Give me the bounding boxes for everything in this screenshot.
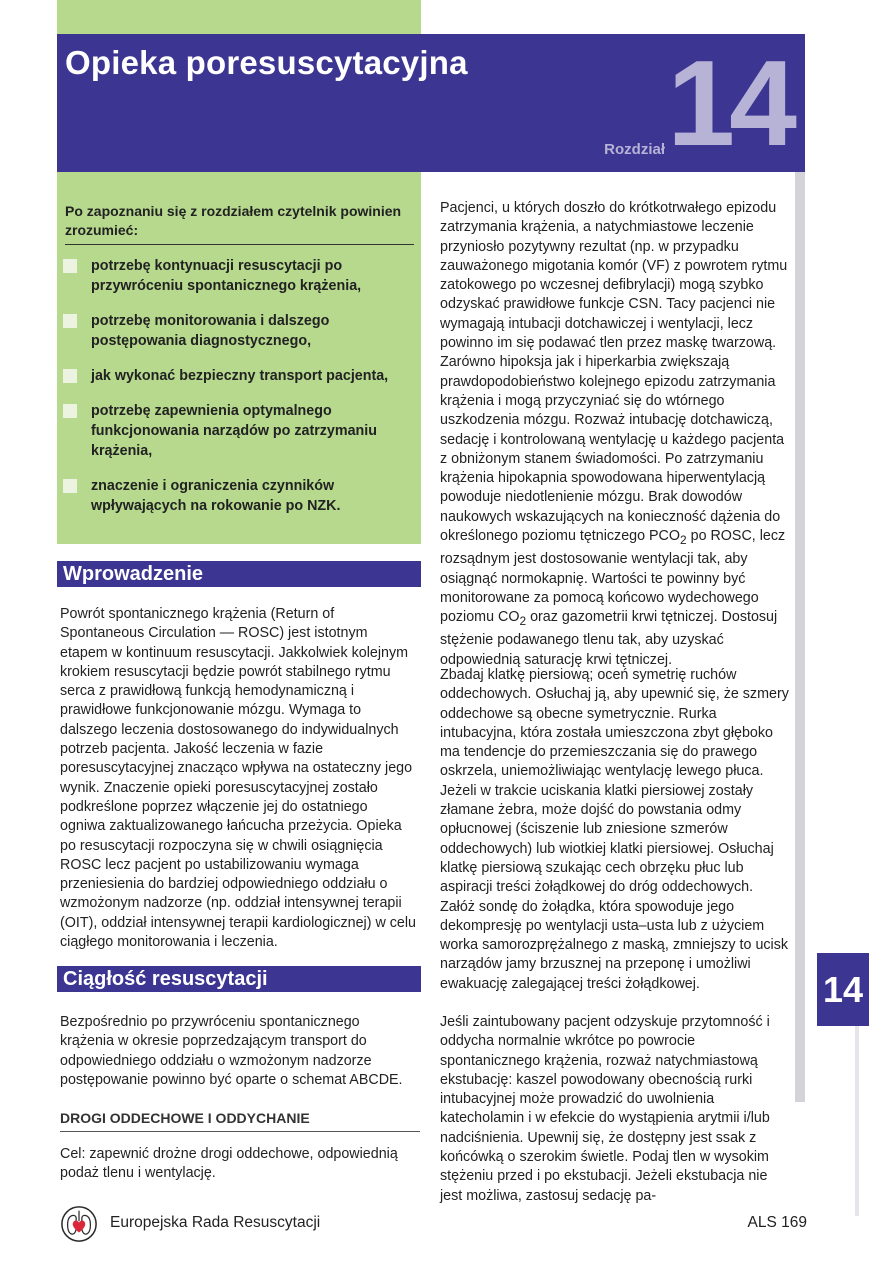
footer-page-number: ALS 169 xyxy=(747,1214,807,1231)
list-item xyxy=(63,401,415,461)
section-heading-continuity: Ciągłość resuscytacji xyxy=(57,966,421,992)
list-item xyxy=(63,366,415,386)
section-heading-intro: Wprowadzenie xyxy=(57,561,421,587)
chapter-header xyxy=(57,34,805,172)
right-paragraph-2: Zbadaj klatkę piersiową; oceń symetrię ruchów oddechowych. Osłuchaj ją, aby upewnić się, że szmery oddechowe są obecne symetrycznie. Rurka intubacyjna, która została umieszczona zbyt głęboko ma tendencje do przemieszczania się do prawego oskrzela, uniemożliwiając wentylację lewego płuca. Jeżeli w trakcie uciskania klatki piersiowej zostały złamane żebra, może dojść do powstania odmy opłucnowej (ściszenie lub zniesione szmerów oddechowych) lub wiotkiej klatki piersiowej. Osłuchaj klatkę piersiową szukając cech obrzęku płuc lub aspiracji treści żołądkowej do dróg oddechowych. Załóż sondę do żołądka, która spowoduje jego dekompresję po wentylacji usta–usta lub z użyciem worka samorozprężalnego z maską, zmniejszy to ucisk narządów jamy brzusznej na przeponę i umożliwi ewakuację zalegającej treści żołądkowej. xyxy=(440,667,789,992)
intro-paragraph: Powrót spontanicznego krążenia (Return of Spontaneous Circulation — ROSC) jest istotnym etapem w kontinuum resuscytacji. Jakkolwiek kolejnym krokiem resuscytacji będzie powrót stabilnego rytmu serca z prawidłową funkcją hemodynamiczną i prawidłowe funkcjonowanie mózgu. Wymaga to dalszego leczenia dostosowanego do indywidualnych potrzeb pacjenta. Jakość leczenia w fazie poresuscytacyjnej znacząco wpływa na ostateczny jego wynik. Znaczenie opieki poresuscytacyjnej zostało podkreślone poprzez włączenie jej do ostatniego ogniwa zaktualizowanego łańcucha przeżycia. Opieka po resuscytacji rozpoczyna się w chwili osiągnięcia ROSC lecz pacjent po ustabilizowaniu wymaga przeniesienia do bardziej odpowiedniego oddziału o wzmożonym nadzorze (np. oddział intensywnej terapii (OIT), oddział intensywnej terapii kardiologicznej) w celu ciągłego monitorowania i leczenia. xyxy=(60,606,416,951)
bullet-square-icon xyxy=(63,259,77,273)
header-green-strip xyxy=(57,0,421,34)
bullet-square-icon xyxy=(63,404,77,418)
chapter-label: Rozdział xyxy=(604,141,665,158)
airway-subheading: DROGI ODDECHOWE I ODDYCHANIE xyxy=(60,1109,420,1132)
right-paragraph-1: Pacjenci, u których doszło do krótkotrwałego epizodu zatrzymania krążenia, a natychmiastowe leczenie przyniosło pozytywny rezultat (np. w przypadku zauważonego migotania komór (VF) z powrotem rytmu zatokowego po wczesnej defibrylacji) mogą szybko odzyskać prawidłowe funkcje CSN. Tacy pacjenci nie wymagają intubacji dotchawiczej i wentylacji, lecz powinno im się podawać tlen przez maskę twarzową. Zarówno hipoksja jak i hiperkarbia zwiększają prawdopodobieństwo kolejnego epizodu zatrzymania krążenia i mogą przyczyniać się do wtórnego uszkodzenia mózgu. Rozważ intubację dotchawiczą, sedację i kontrolowaną wentylację u każdego pacjenta z obniżonym stanem świadomości. Po zatrzymaniu krążenia hipokapnia spowodowana hiperwentylacją powoduje niedotlenienie mózgu. Brak dowodów naukowych wskazujących na konieczność dążenia do określonego poziomu tętniczego $PCO_2$ po ROSC, lecz rozsądnym jest dostosowanie wentylacji tak, aby osiągnąć normokapnię. Wartości te powinny być monitorowane za pomocą końcowo wydechowego poziomu $CO_2$ oraz gazometrii krwi tętniczej. Dostosuj stężenie podawanego tlenu tak, aby uzyskać odpowiednią saturację krwi tętniczej. xyxy=(440,200,788,668)
chapter-title: Opieka poresuscytacyjna xyxy=(65,44,468,81)
list-item-text: potrzebę monitorowania i dalszego postępowania diagnostycznego, xyxy=(91,313,330,349)
list-item-text: potrzebę kontynuacji resuscytacji po przywróceniu spontanicznego krążenia, xyxy=(91,258,362,294)
chapter-number: 14 xyxy=(667,35,791,171)
footer-organization: Europejska Rada Resuscytacji xyxy=(110,1214,321,1231)
list-item xyxy=(63,311,415,351)
list-item-text: potrzebę zapewnienia optymalnego funkcjonowania narządów po zatrzymaniu krążenia, xyxy=(91,403,377,459)
chapter-side-tab: 14 xyxy=(817,953,869,1026)
list-item xyxy=(63,256,415,296)
right-margin-bar xyxy=(795,172,805,1102)
list-item xyxy=(63,476,415,516)
erc-logo-icon xyxy=(60,1205,98,1243)
continuity-paragraph: Bezpośrednio po przywróceniu spontanicznego krążenia w okresie poprzedzającym transport do odpowiedniego oddziału o wzmożonym nadzorze postępowanie powinno być oparte o schemat ABCDE. xyxy=(60,1014,403,1088)
bullet-square-icon xyxy=(63,314,77,328)
side-tab-line xyxy=(855,1026,859,1216)
right-paragraph-3: Jeśli zaintubowany pacjent odzyskuje przytomność i oddycha normalnie wkrótce po powrocie spontanicznego krążenia, rozważ natychmiastową ekstubację: kaszel powodowany obecnością rurki intubacyjnej może prowadzić do uwolnienia katecholamin i w efekcie do wystąpienia arytmii i/lub nadciśnienia. Upewnij się, że dostępny jest ssak z końcówką o szerokim świetle. Podaj tlen w wysokim stężeniu przed i po ekstubacji. Jeżeli ekstubacja nie jest możliwa, zastosuj sedację pa- xyxy=(440,1014,770,1204)
learning-outcomes-list xyxy=(63,256,415,531)
list-item-text: jak wykonać bezpieczny transport pacjenta, xyxy=(91,368,389,384)
airway-paragraph: Cel: zapewnić drożne drogi oddechowe, odpowiednią podaż tlenu i wentylację. xyxy=(60,1146,398,1182)
learning-outcomes-box xyxy=(57,172,421,544)
bullet-square-icon xyxy=(63,479,77,493)
learning-outcomes-heading: Po zapoznaniu się z rozdziałem czytelnik powinien zrozumieć: xyxy=(65,202,414,245)
list-item-text: znaczenie i ograniczenia czynników wpływających na rokowanie po NZK. xyxy=(91,478,341,514)
bullet-square-icon xyxy=(63,369,77,383)
